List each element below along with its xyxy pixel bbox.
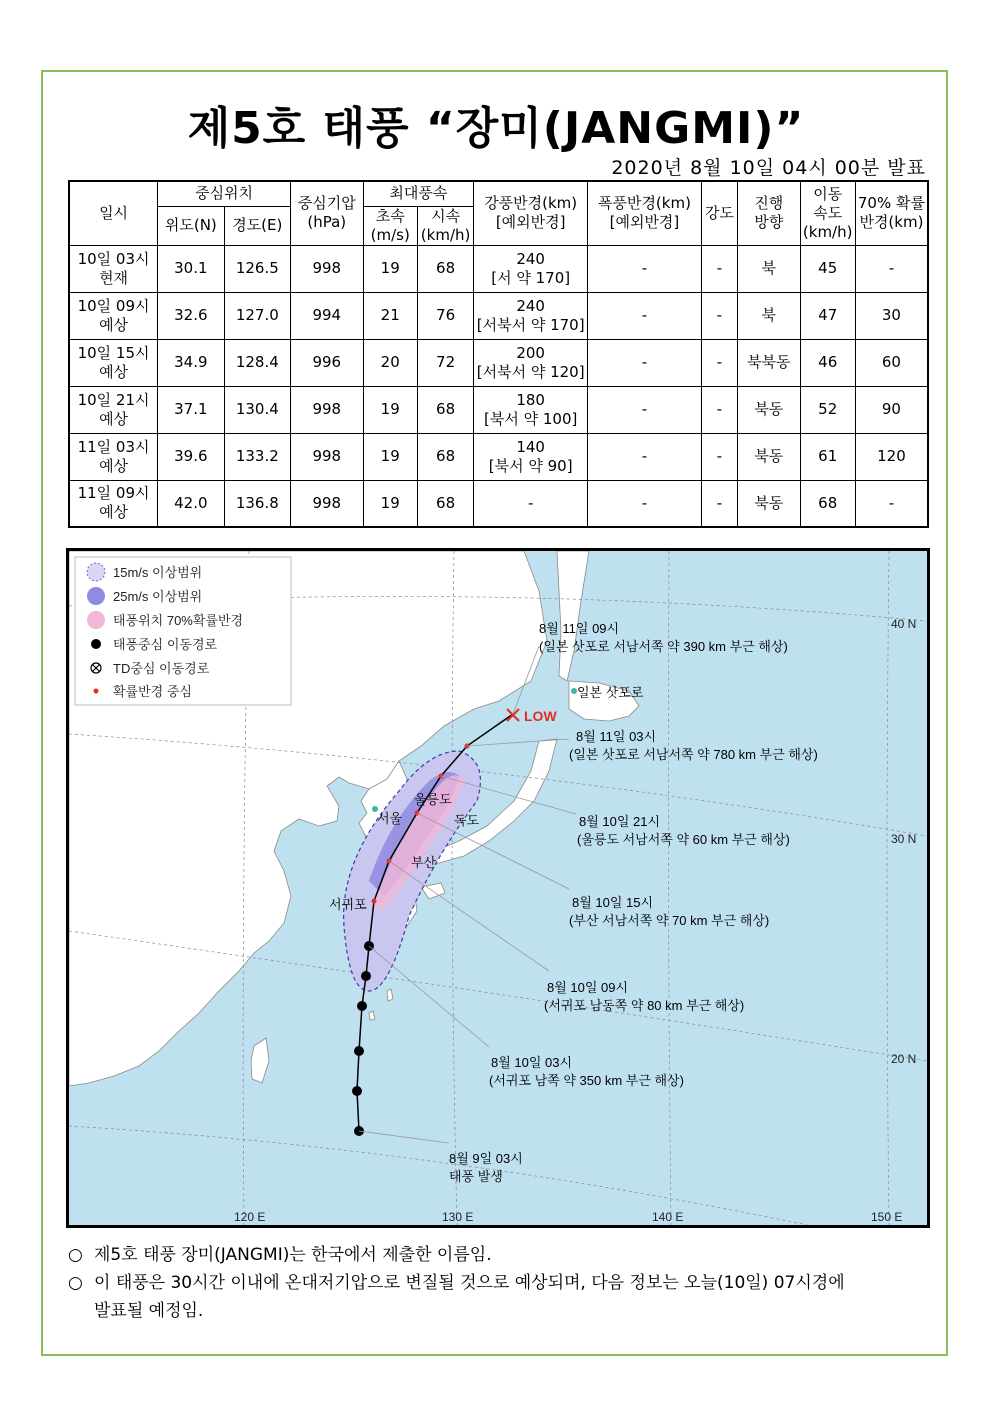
cell-pressure: 996 <box>291 339 364 386</box>
announce-time: 2020년 8월 10일 04시 00분 발표 <box>611 157 926 179</box>
note-text: 이 태풍은 30시간 이내에 온대저기압으로 변질될 것으로 예상되며, 다음 정보는 오늘(10일) 07시경에 <box>94 1273 845 1293</box>
annotation-time: 8월 9일 03시 <box>449 1151 523 1166</box>
low-label: LOW <box>524 708 557 724</box>
annotation-time: 8월 10일 03시 <box>491 1055 573 1070</box>
cell-storm-radius: - <box>588 245 702 292</box>
header-pressure: 중심기압 (hPa) <box>291 181 364 245</box>
sapporo-label: 일본 삿포로 <box>577 685 644 700</box>
annotation-desc: (일본 삿포로 서남서쪽 약 780 km 부근 해상) <box>569 747 818 762</box>
map-legend <box>75 557 291 705</box>
cell-lat: 42.0 <box>158 480 224 527</box>
lat-label-30: 30 N <box>891 832 917 846</box>
track-mark <box>361 971 371 981</box>
cell-intensity: - <box>701 339 737 386</box>
note-text: 발표될 예정임. <box>94 1301 204 1321</box>
cell-storm-radius: - <box>588 292 702 339</box>
cell-pressure: 998 <box>291 386 364 433</box>
cell-lon: 130.4 <box>224 386 290 433</box>
busan-label: 부산 <box>411 855 437 870</box>
cell-speed: 47 <box>800 292 855 339</box>
header-time: 일시 <box>69 181 158 245</box>
cell-lon: 136.8 <box>224 480 290 527</box>
cell-speed: 68 <box>800 480 855 527</box>
cell-intensity: - <box>701 386 737 433</box>
annotation-desc: (일본 삿포로 서남서쪽 약 390 km 부근 해상) <box>539 639 788 654</box>
typhoon-info-table <box>68 180 929 528</box>
annotation-desc: (서귀포 남쪽 약 350 km 부근 해상) <box>489 1073 684 1088</box>
cell-prob-radius: - <box>855 480 928 527</box>
cell-strong-radius: 200 [서북서 약 120] <box>474 339 588 386</box>
annotation-time: 8월 11일 09시 <box>539 621 620 636</box>
legend-15ms-icon <box>87 563 105 581</box>
seogwipo-label: 서귀포 <box>329 897 367 912</box>
note-bullet: ○ <box>68 1273 83 1293</box>
header-storm-radius: 폭풍반경(km) [예외반경] <box>588 181 702 245</box>
table-row <box>69 386 928 433</box>
cell-prob-radius: 60 <box>855 339 928 386</box>
cell-time: 11일 09시 예상 <box>69 480 158 527</box>
note-bullet: ○ <box>68 1245 83 1265</box>
cell-wind-ms: 19 <box>363 433 417 480</box>
table-row <box>69 480 928 527</box>
cell-wind-kmh: 68 <box>417 433 473 480</box>
header-intensity: 강도 <box>701 181 737 245</box>
seoul-label: 서울 <box>377 811 403 826</box>
cell-strong-radius: 240 [서북서 약 170] <box>474 292 588 339</box>
table-row <box>69 339 928 386</box>
cell-wind-kmh: 72 <box>417 339 473 386</box>
table-row <box>69 245 928 292</box>
note-1 <box>68 1242 492 1268</box>
cell-speed: 52 <box>800 386 855 433</box>
cell-wind-kmh: 68 <box>417 386 473 433</box>
cell-lat: 39.6 <box>158 433 224 480</box>
note-text: 제5호 태풍 장미(JANGMI)는 한국에서 제출한 이름임. <box>94 1245 492 1265</box>
header-maxwind: 최대풍속 <box>363 181 474 206</box>
dokdo-label: 독도 <box>454 813 480 828</box>
cell-time: 10일 15시 예상 <box>69 339 158 386</box>
cell-pressure: 998 <box>291 480 364 527</box>
cell-wind-ms: 21 <box>363 292 417 339</box>
annotation-desc: (부산 서남서쪽 약 70 km 부근 해상) <box>569 913 770 928</box>
cell-time: 10일 21시 예상 <box>69 386 158 433</box>
cell-pressure: 994 <box>291 292 364 339</box>
lat-label-40: 40 N <box>891 617 917 631</box>
annotation-desc: (서귀포 남동쪽 약 80 km 부근 해상) <box>544 998 745 1013</box>
cell-prob-radius: 120 <box>855 433 928 480</box>
header-strong-radius: 강풍반경(km) [예외반경] <box>474 181 588 245</box>
header-lon: 경도(E) <box>224 206 290 245</box>
header-ms: 초속 (m/s) <box>363 206 417 245</box>
cell-storm-radius: - <box>588 480 702 527</box>
header-direction: 진행 방향 <box>738 181 800 245</box>
typhoon-track-map <box>66 548 930 1228</box>
lon-label-120: 120 E <box>234 1210 266 1224</box>
note-2 <box>68 1270 845 1296</box>
legend-25ms-icon <box>87 587 105 605</box>
cell-pressure: 998 <box>291 433 364 480</box>
cell-intensity: - <box>701 292 737 339</box>
header-speed: 이동 속도 (km/h) <box>800 181 855 245</box>
header-center: 중심위치 <box>158 181 291 206</box>
cell-direction: 북북동 <box>738 339 800 386</box>
legend-15ms-label: 15m/s 이상범위 <box>113 565 203 580</box>
table-row <box>69 433 928 480</box>
annotation-time: 8월 11일 03시 <box>576 729 657 744</box>
bulletin-title: 제5호 태풍 “장미(JANGMI)” <box>187 103 805 154</box>
legend-prob-center-label: 확률반경 중심 <box>113 684 192 699</box>
cell-direction: 북동 <box>738 433 800 480</box>
header-kmh: 시속 (km/h) <box>417 206 473 245</box>
cell-strong-radius: 180 [북서 약 100] <box>474 386 588 433</box>
cell-wind-kmh: 68 <box>417 245 473 292</box>
track-mark <box>352 1086 362 1096</box>
lon-label-140: 140 E <box>652 1210 684 1224</box>
legend-track-label: 태풍중심 이동경로 <box>113 637 218 652</box>
cell-speed: 46 <box>800 339 855 386</box>
cell-lon: 126.5 <box>224 245 290 292</box>
cell-direction: 북동 <box>738 386 800 433</box>
legend-25ms-label: 25m/s 이상범위 <box>113 589 203 604</box>
legend-prob-label: 태풍위치 70%확률반경 <box>113 613 244 628</box>
annotation-time: 8월 10일 15시 <box>572 895 654 910</box>
header-prob-radius: 70% 확률 반경(km) <box>855 181 928 245</box>
cell-wind-kmh: 68 <box>417 480 473 527</box>
cell-direction: 북 <box>738 245 800 292</box>
lon-label-130: 130 E <box>442 1210 474 1224</box>
annotation-time: 8월 10일 09시 <box>547 980 629 995</box>
cell-wind-kmh: 76 <box>417 292 473 339</box>
cell-lon: 128.4 <box>224 339 290 386</box>
cell-wind-ms: 20 <box>363 339 417 386</box>
header-lat: 위도(N) <box>158 206 224 245</box>
cell-intensity: - <box>701 480 737 527</box>
cell-storm-radius: - <box>588 339 702 386</box>
cell-intensity: - <box>701 433 737 480</box>
legend-prob-center-icon <box>94 689 99 694</box>
cell-intensity: - <box>701 245 737 292</box>
cell-strong-radius: - <box>474 480 588 527</box>
cell-prob-radius: 30 <box>855 292 928 339</box>
cell-storm-radius: - <box>588 386 702 433</box>
cell-prob-radius: 90 <box>855 386 928 433</box>
cell-speed: 45 <box>800 245 855 292</box>
cell-lat: 30.1 <box>158 245 224 292</box>
annotation-desc: (울릉도 서남서쪽 약 60 km 부근 해상) <box>577 832 790 847</box>
cell-time: 11일 03시 예상 <box>69 433 158 480</box>
cell-direction: 북동 <box>738 480 800 527</box>
prob-center-mark <box>372 899 377 904</box>
ulleungdo-label: 울릉도 <box>414 792 452 807</box>
annotation-time: 8월 10일 21시 <box>579 814 661 829</box>
cell-lat: 34.9 <box>158 339 224 386</box>
track-mark <box>357 1001 367 1011</box>
cell-strong-radius: 240 [서 약 170] <box>474 245 588 292</box>
cell-storm-radius: - <box>588 433 702 480</box>
cell-pressure: 998 <box>291 245 364 292</box>
cell-wind-ms: 19 <box>363 480 417 527</box>
lon-label-150: 150 E <box>871 1210 903 1224</box>
legend-td-label: TD중심 이동경로 <box>113 661 210 676</box>
track-mark <box>354 1046 364 1056</box>
cell-lat: 37.1 <box>158 386 224 433</box>
lat-label-20: 20 N <box>891 1052 917 1066</box>
cell-lon: 133.2 <box>224 433 290 480</box>
table-row <box>69 292 928 339</box>
cell-wind-ms: 19 <box>363 245 417 292</box>
cell-strong-radius: 140 [북서 약 90] <box>474 433 588 480</box>
cell-lat: 32.6 <box>158 292 224 339</box>
cell-wind-ms: 19 <box>363 386 417 433</box>
legend-prob-icon <box>87 611 105 629</box>
cell-speed: 61 <box>800 433 855 480</box>
table-header-row <box>69 181 928 206</box>
cell-prob-radius: - <box>855 245 928 292</box>
cell-time: 10일 03시 현재 <box>69 245 158 292</box>
cell-direction: 북 <box>738 292 800 339</box>
cell-time: 10일 09시 예상 <box>69 292 158 339</box>
note-2-cont <box>94 1298 203 1324</box>
cell-lon: 127.0 <box>224 292 290 339</box>
annotation-desc: 태풍 발생 <box>449 1169 503 1184</box>
legend-track-icon <box>91 639 101 649</box>
